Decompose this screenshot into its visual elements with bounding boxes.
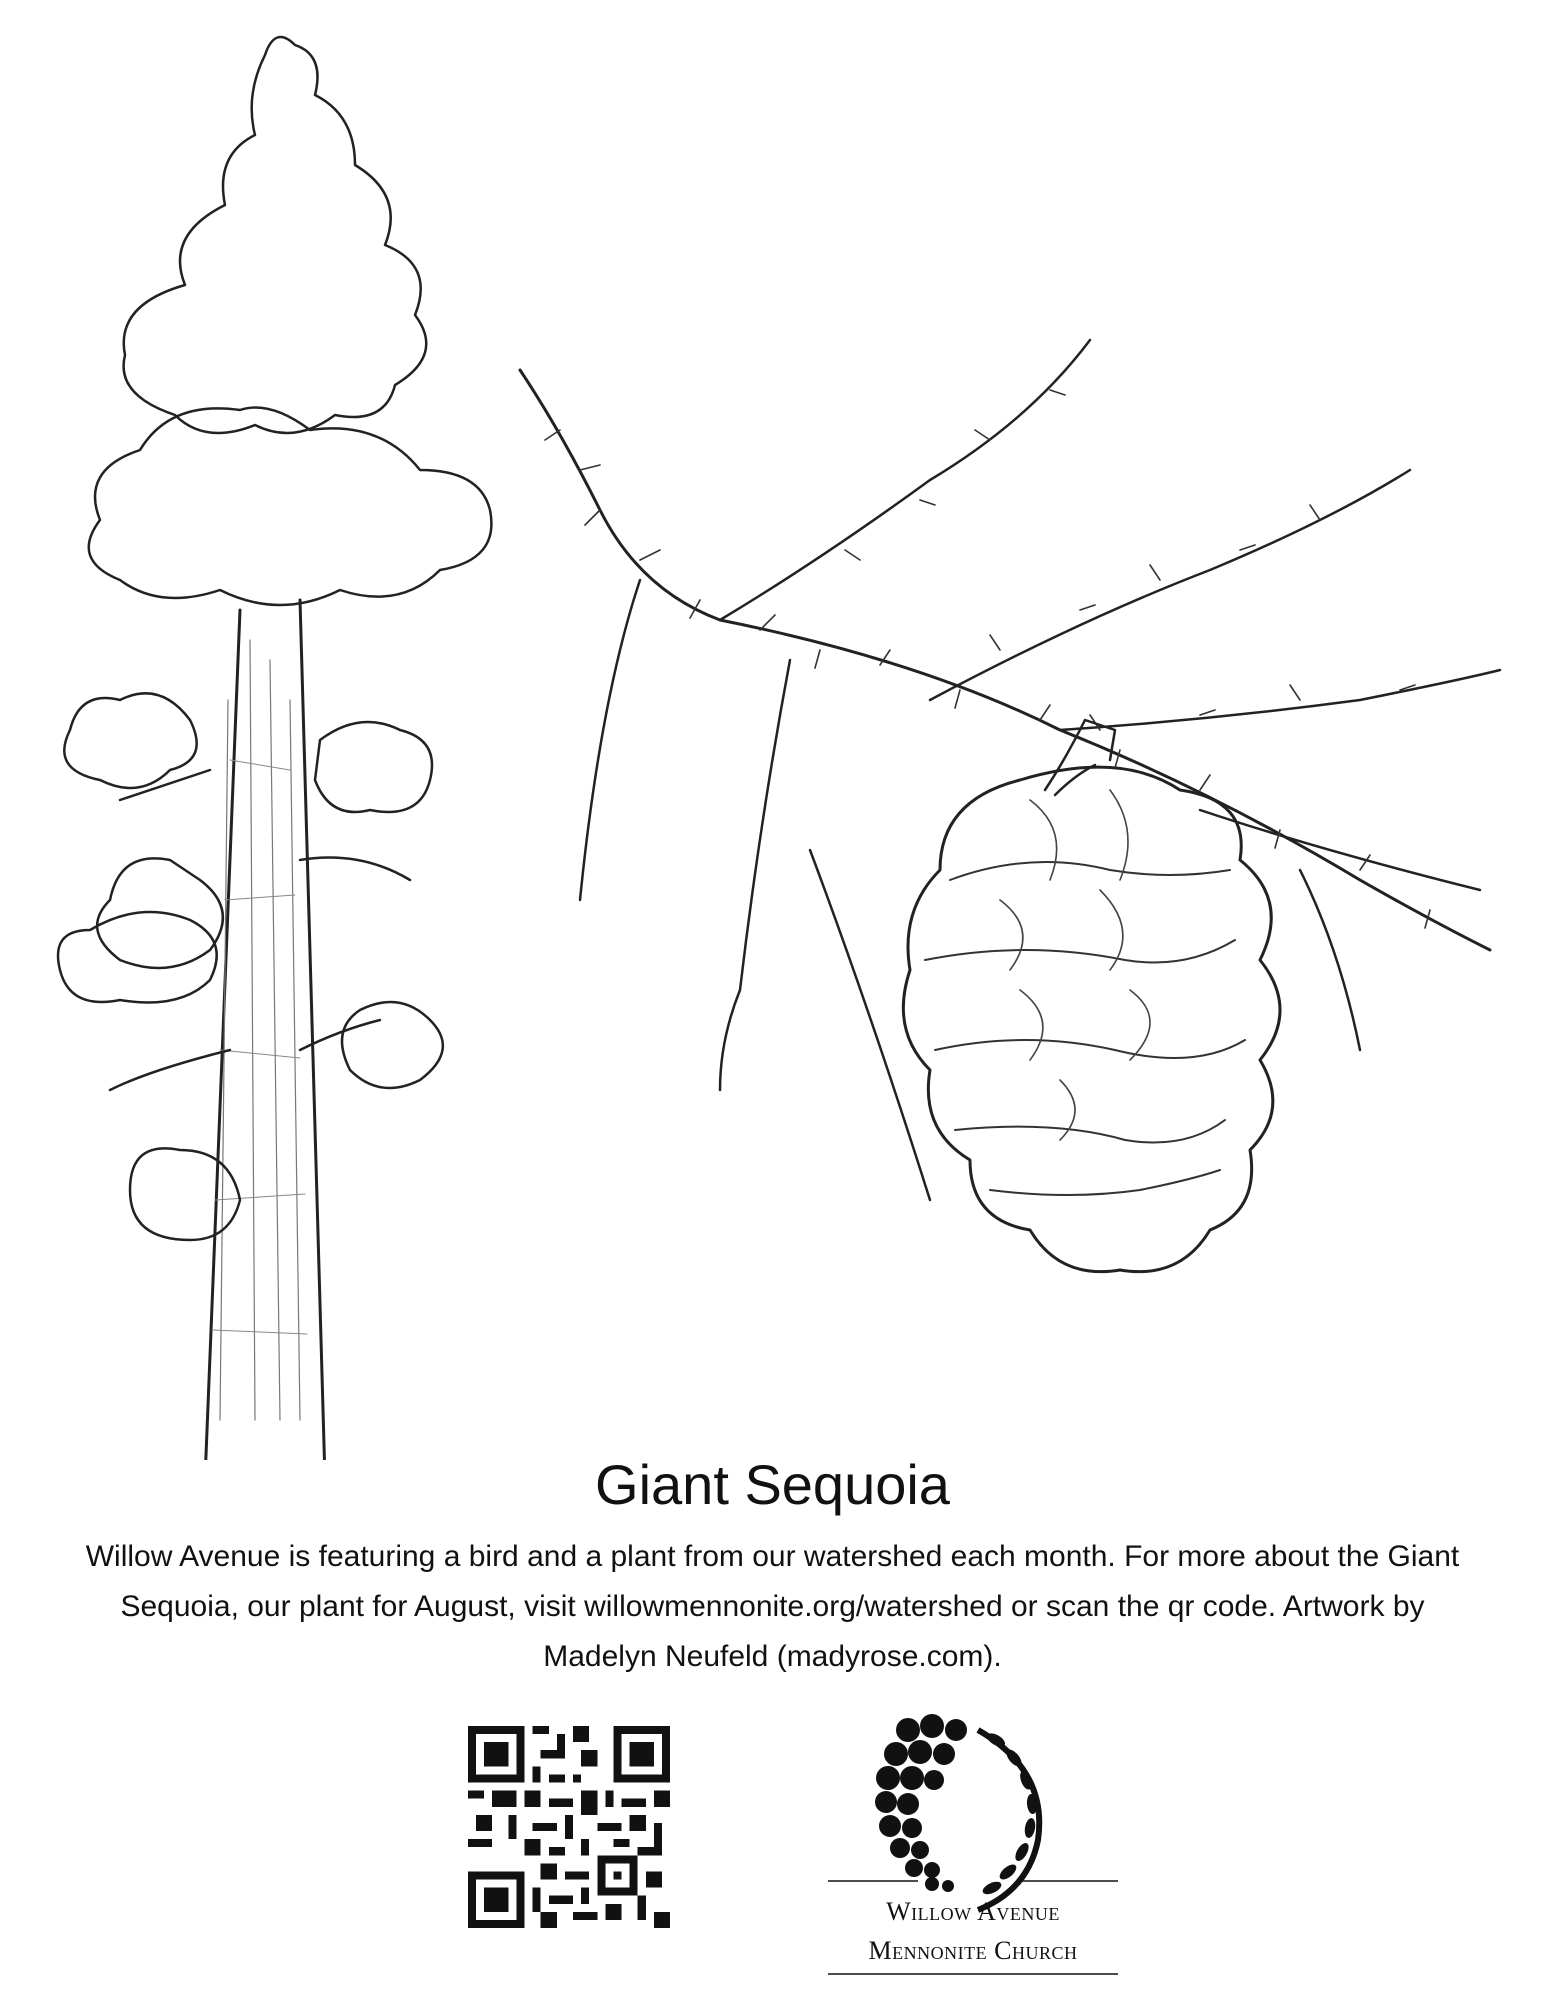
church-name-line1: Willow Avenue bbox=[886, 1897, 1060, 1926]
sequoia-tree-drawing bbox=[58, 37, 491, 1460]
sequoia-branch-drawing bbox=[520, 340, 1500, 1272]
description-text: Willow Avenue is featuring a bird and a plant from our watershed each month. For more about the Giant Sequoia, our plant for August, visit willowmennonite.org/watershed or scan the qr code. Artwork by Madelyn Neufeld (madyrose.com). bbox=[85, 1540, 1460, 1673]
page-title: Giant Sequoia bbox=[595, 1453, 950, 1516]
church-name-line2: Mennonite Church bbox=[868, 1936, 1078, 1965]
qr-code-icon[interactable] bbox=[468, 1726, 670, 1928]
